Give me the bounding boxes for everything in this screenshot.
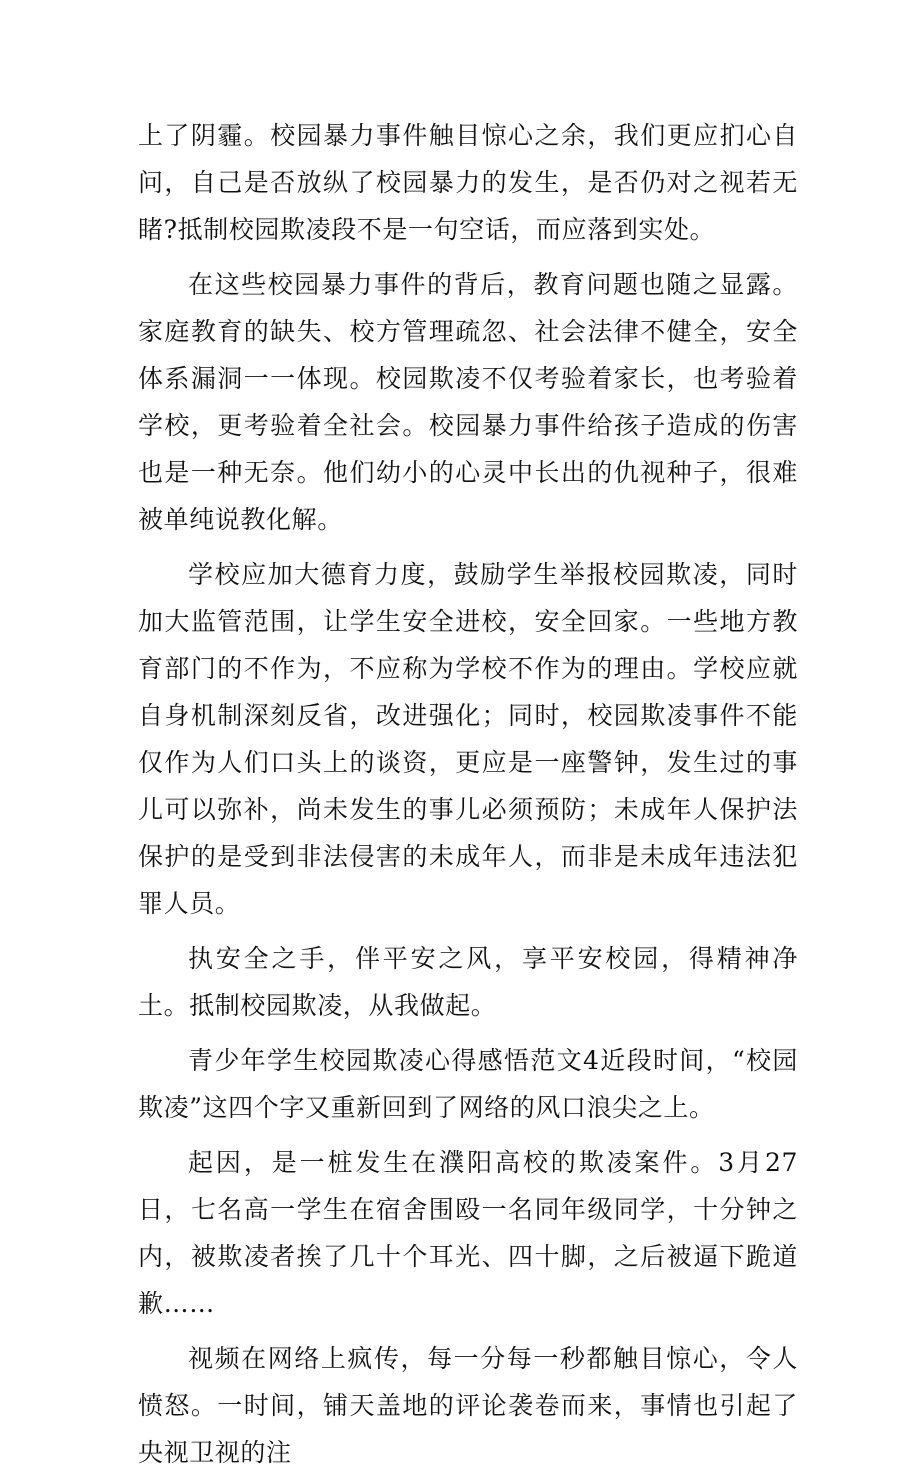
paragraph-3: 学校应加大德育力度，鼓励学生举报校园欺凌，同时加大监管范围，让学生安全进校，安全回家。一些地方教育部门的不作为，不应称为学校不作为的理由。学校应就自身机制深刻反省，改进强化；同时，校园欺凌事件不能仅作为人们口头上的谈资，更应是一座警钟，发生过的事儿可以弥补，尚未发生的事儿必须预防；未成年人保护法保护的是受到非法侵害的未成年人，而非是未成年违法犯罪人员。	[138, 560, 798, 918]
paragraph-1: 上了阴霾。校园暴力事件触目惊心之余，我们更应扪心自问，自己是否放纵了校园暴力的发生，是否仍对之视若无睹?抵制校园欺凌段不是一句空话，而应落到实处。	[138, 121, 798, 244]
paragraph-6: 起因，是一桩发生在濮阳高校的欺凌案件。3月27日，七名高一学生在宿舍围殴一名同年级同学，十分钟之内，被欺凌者挨了几十个耳光、四十脚，之后被逼下跪道歉……	[138, 1148, 798, 1318]
document-body	[138, 112, 798, 1484]
paragraph-4: 执安全之手，伴平安之风，享平安校园，得精神净土。抵制校园欺凌，从我做起。	[138, 944, 798, 1020]
paragraph-7: 视频在网络上疯传，每一分每一秒都触目惊心，令人愤怒。一时间，铺天盖地的评论袭卷而来，事情也引起了央视卫视的注	[138, 1344, 798, 1467]
paragraph-5: 青少年学生校园欺凌心得感悟范文4近段时间，“校园欺凌”这四个字又重新回到了网络的风口浪尖之上。	[138, 1046, 798, 1122]
paragraph-2: 在这些校园暴力事件的背后，教育问题也随之显露。家庭教育的缺失、校方管理疏忽、社会法律不健全，安全体系漏洞一一体现。校园欺凌不仅考验着家长，也考验着学校，更考验着全社会。校园暴力事件给孩子造成的伤害也是一种无奈。他们幼小的心灵中长出的仇视种子，很难被单纯说教化解。	[138, 270, 798, 534]
